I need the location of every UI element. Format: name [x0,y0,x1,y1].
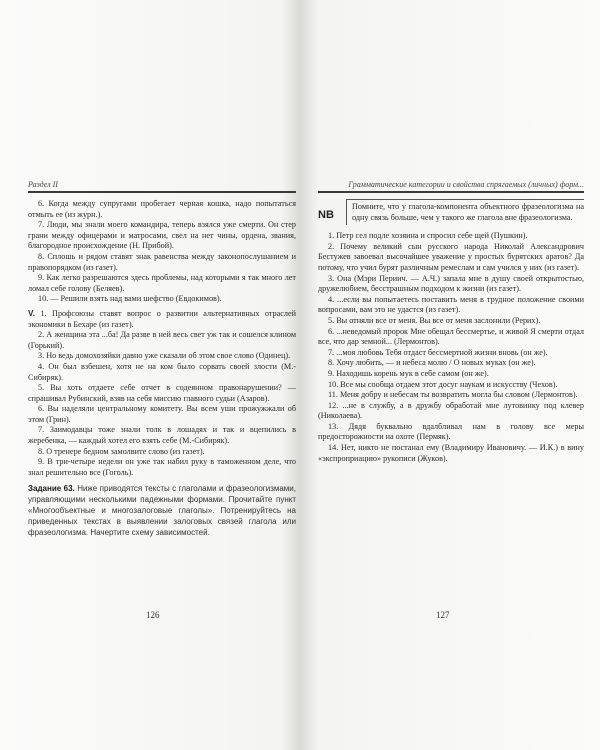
list-item: 6. Когда между супругами пробегает черная кошка, надо попытаться отмыть ее (из журн.). [28,199,296,219]
list-item: 5. Вы хоть отдаете себе отчет в содеянном правонарушении? — спрашивал Рубинский, взяв на себя миссию главного судьи (Азаров). [28,383,296,403]
right-page [318,180,584,700]
list-item: 12. ...не в службу, а в дружбу обработай мне лутовинку под клевер (Николаева). [318,400,584,421]
list-item: 10. — Решили взять над вами шефство (Евдокимов). [38,294,222,304]
list-item: 11. Меня добру и небесам ты возвратить могла бы словом (Лермонтов). [328,390,578,400]
list-item: 9. Как легко разрешаются здесь проблемы, над которыми я так много лет ломал себе голову (Беляев). [28,273,296,293]
list-item: 8. О тренере бедном замолвите слово (из газет). [38,446,205,456]
page-number-left: 126 [146,610,160,620]
left-page [28,180,296,700]
list-item: 6. ...неведомый пророк Мне обещал бессмертье, и живой Я смерти отдал все, что дар земной... (Лермонтов). [318,326,584,347]
list-item: 3. Но ведь домохозяйки давно уже сказали об этом свое слово (Одинец). [38,351,291,361]
list-item: 5. Вы отняли все от меня. Вы все от меня заслонили (Рерих). [328,315,541,325]
task-text: Ниже приводятся тексты с глаголами и фразеологизмами, управляющими несколькими падежными формами. Прочитайте пункт «Многообъектные и многозалоговые глаголы». Потренируйтесь на приведенных текстах в выявлении залоговых связей глагола или фразеологизма. Начертите схему зависимостей. [28,484,296,537]
task-label: Задание 63. [28,484,75,494]
list-item: 8. Хочу любить, — и небеса молю / О новых муках (он же). [328,358,536,368]
list-item: 7. Заимодавцы тоже знали толк в лошадях и так и вцепились в жеребенка, — каждый хотел его взять себе (М.-Сибиряк). [28,425,296,446]
list-item: 9. Находишь корень мук в себе самом (он же). [328,368,489,378]
task-63 [28,484,296,538]
items-list-right [318,231,584,464]
section-v [28,309,296,330]
list-item: 9. В три-четыре недели он уже так набил руку в таможенном деле, что знал решительно все (Гоголь). [28,457,296,477]
list-item: 7. Люди, мы знали моего командира, теперь взялся уже смерти. Он стер грани между офицерами и матросами, свел на нет чины, ордена, звания, благородное происхождение (Н. Прибой). [28,220,296,251]
nb-note [318,199,584,225]
section-first-item: 1. Профсоюзы ставят вопрос о развитии альтернативных отраслей экономики в Бехаре (из газет). [28,308,296,329]
items-list-a [28,199,296,305]
list-item: 1. Петр сел подле хозяина и спросил себе щей (Пушкин). [328,231,528,241]
list-item: 2. А женщина эта ...ба! Да разве в ней весь свет уж так и сошелся клином (Горький). [28,330,296,350]
list-item: 2. Почему великий сын русского народа Николай Александрович Бестужев завоевал высочайшее уважение у простых бурятских аратов? Да потому, что учил бурят различным ремеслам и сам учился у них (из газет). [318,241,584,272]
list-item: 4. ...если вы попытаетесь поставить меня в трудное положение своими вопросами, вам это не удастся (из газет). [318,294,584,315]
list-item: 14. Нет, никто не постанал ему (Владимиру Ивановичу. — И.К.) в вину «экспроприацию» рукописи (Жуков). [318,443,584,463]
running-head-left: Раздел II [28,180,296,193]
list-item: 6. Вы наделяли центральному комитету. Вы всем уши прожужжали об этом (Грин). [28,404,296,424]
list-item: 3. Она (Мэри Периич. — А.Ч.) запала мне в душу своей открытостью, дружелюбием, бесстрашным подходом к жизни (из газет). [318,273,584,294]
section-number: V. [28,308,35,318]
running-head-right: Грамматические категории и свойства спрягаемых (личных) форм... [318,180,584,193]
list-item: 7. ...моя любовь Тебя отдаст бессмертной жизни вновь (он же). [328,347,548,357]
list-item: 4. Он был взбешен, хотя не на ком было сорвать своей злости (М.-Сибиряк). [28,361,296,382]
nb-mark: NB [318,209,334,221]
nb-text: Помните, что у глагола-компонента объектного фразеологизма на одну связь больше, чем у такого же глагола вне фразеологизма. [346,199,584,225]
list-item: 13. Дядя буквально вдалбливал нам в голову все меры предосторожности на охоте (Пермяк). [318,421,584,442]
page-number-right: 127 [436,610,450,620]
list-item: 8. Сплошь и рядом ставят знак равенства между законопослушанием и правопорядком (из газет). [28,251,296,272]
list-item: 10. Все мы сообща отдаем этот досуг наукам и искусству (Чехов). [328,379,558,389]
items-list-b [28,330,296,478]
